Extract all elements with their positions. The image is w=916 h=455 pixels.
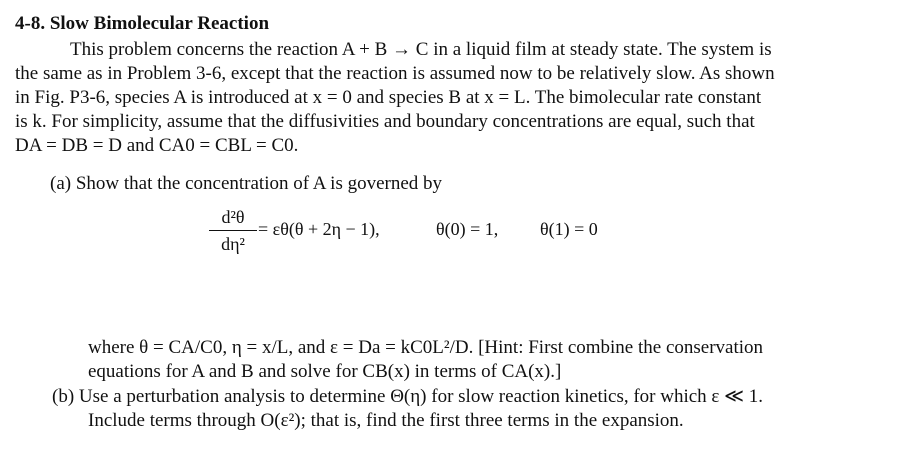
part-a-where-line: where θ = CA/C0, η = x/L, and ε = Da = kC0L²/D. [Hint: First combine the conservation <box>88 337 764 358</box>
problem-title: 4-8. Slow Bimolecular Reaction <box>15 13 270 34</box>
problem-text-line: is k. For simplicity, assume that the diffusivities and boundary concentrations are equal, such that <box>15 111 755 132</box>
equation-rhs: = εθ(θ + 2η − 1), <box>258 219 380 239</box>
governing-equation-fraction <box>205 206 261 255</box>
problem-text-line: the same as in Problem 3-6, except that the reaction is assumed now to be relatively slow. As shown <box>15 63 775 84</box>
boundary-condition-2: θ(1) = 0 <box>540 219 598 239</box>
boundary-condition-1: θ(0) = 1, <box>436 219 499 239</box>
problem-text-line: DA = DB = D and CA0 = CBL = C0. <box>15 135 299 156</box>
problem-text-line: This problem concerns the reaction A + B → C in a liquid film at steady state. The system is <box>70 39 772 60</box>
part-a-intro: (a) Show that the concentration of A is governed by <box>50 173 443 194</box>
fraction-bar <box>209 230 257 231</box>
part-a-where-line: equations for A and B and solve for CB(x) in terms of CA(x).] <box>88 361 562 382</box>
equation-numerator: d²θ <box>221 207 245 227</box>
equation-denominator: dη² <box>221 234 245 254</box>
part-b-line: Include terms through O(ε²); that is, find the first three terms in the expansion. <box>88 410 684 431</box>
part-b-line: (b) Use a perturbation analysis to determine Θ(η) for slow reaction kinetics, for which ε ≪ 1. <box>52 386 764 407</box>
problem-text-line: in Fig. P3-6, species A is introduced at x = 0 and species B at x = L. The bimolecular rate constant <box>15 87 762 108</box>
